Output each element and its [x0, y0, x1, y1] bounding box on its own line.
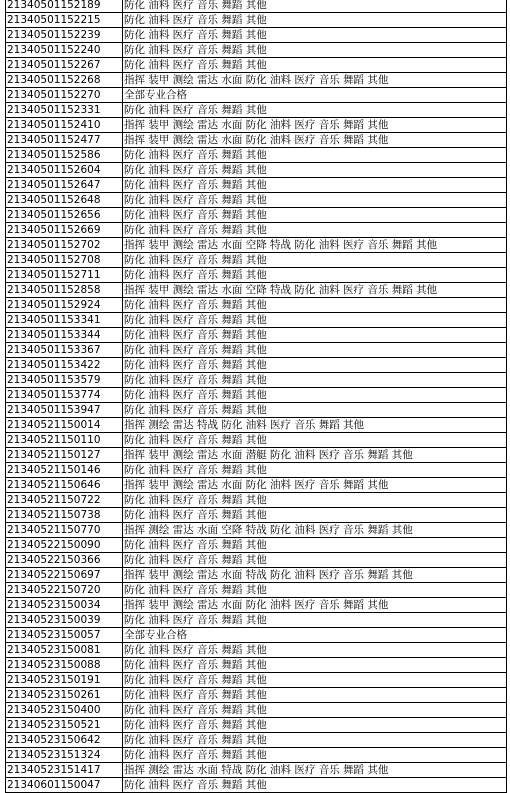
qualified-specialties-cell: 指挥 测绘 雷达 特战 防化 油料 医疗 音乐 舞蹈 其他: [123, 418, 507, 433]
candidate-id-cell: 21340501152648: [6, 193, 123, 208]
qualified-specialties-cell: 防化 油料 医疗 音乐 舞蹈 其他: [123, 778, 507, 793]
table-row: [6, 0, 507, 13]
candidate-id-cell: 21340601150047: [6, 778, 123, 793]
qualified-specialties-cell: 指挥 装甲 测绘 雷达 水面 空降 特战 防化 油料 医疗 音乐 舞蹈 其他: [123, 238, 507, 253]
table-row: [6, 88, 507, 103]
table-row: [6, 538, 507, 553]
qualified-specialties-cell: 指挥 装甲 测绘 雷达 水面 空降 特战 防化 油料 医疗 音乐 舞蹈 其他: [123, 283, 507, 298]
qualified-specialties-cell: 防化 油料 医疗 音乐 舞蹈 其他: [123, 553, 507, 568]
qualified-specialties-cell: 指挥 装甲 测绘 雷达 水面 特战 防化 油料 医疗 音乐 舞蹈 其他: [123, 568, 507, 583]
table-row: [6, 628, 507, 643]
candidate-id-cell: 21340501152708: [6, 253, 123, 268]
qualified-specialties-cell: 指挥 装甲 测绘 雷达 水面 防化 油料 医疗 音乐 舞蹈 其他: [123, 118, 507, 133]
qualified-specialties-cell: 防化 油料 医疗 音乐 舞蹈 其他: [123, 223, 507, 238]
table-row: [6, 643, 507, 658]
candidate-id-cell: 21340501153344: [6, 328, 123, 343]
table-row: [6, 658, 507, 673]
candidate-id-cell: 21340501153422: [6, 358, 123, 373]
candidate-id-cell: 21340521150110: [6, 433, 123, 448]
qualified-specialties-cell: 防化 油料 医疗 音乐 舞蹈 其他: [123, 43, 507, 58]
table-row: [6, 28, 507, 43]
table-row: [6, 568, 507, 583]
qualified-specialties-cell: 防化 油料 医疗 音乐 舞蹈 其他: [123, 28, 507, 43]
qualified-specialties-cell: 防化 油料 医疗 音乐 舞蹈 其他: [123, 583, 507, 598]
candidate-id-cell: 21340501153367: [6, 343, 123, 358]
qualified-specialties-cell: 防化 油料 医疗 音乐 舞蹈 其他: [123, 343, 507, 358]
qualified-specialties-cell: 防化 油料 医疗 音乐 舞蹈 其他: [123, 718, 507, 733]
qualified-specialties-cell: 防化 油料 医疗 音乐 舞蹈 其他: [123, 388, 507, 403]
table-row: [6, 298, 507, 313]
candidate-id-cell: 21340523150521: [6, 718, 123, 733]
table-row: [6, 43, 507, 58]
table-row: [6, 163, 507, 178]
qualified-specialties-cell: 指挥 装甲 测绘 雷达 水面 潜艇 防化 油料 医疗 音乐 舞蹈 其他: [123, 448, 507, 463]
qualified-specialties-cell: 防化 油料 医疗 音乐 舞蹈 其他: [123, 703, 507, 718]
table-row: [6, 748, 507, 763]
table-row: [6, 403, 507, 418]
qualified-specialties-cell: 防化 油料 医疗 音乐 舞蹈 其他: [123, 403, 507, 418]
qualified-specialties-cell: 防化 油料 医疗 音乐 舞蹈 其他: [123, 58, 507, 73]
table-row: [6, 208, 507, 223]
table-row: [6, 523, 507, 538]
qualified-specialties-cell: 防化 油料 医疗 音乐 舞蹈 其他: [123, 328, 507, 343]
candidate-id-cell: 21340501153341: [6, 313, 123, 328]
table-row: [6, 118, 507, 133]
qualified-specialties-cell: 防化 油料 医疗 音乐 舞蹈 其他: [123, 493, 507, 508]
table-row: [6, 388, 507, 403]
table-row: [6, 373, 507, 388]
candidate-id-cell: 21340501152604: [6, 163, 123, 178]
candidate-id-cell: 21340521150127: [6, 448, 123, 463]
table-row: [6, 328, 507, 343]
table-row: [6, 103, 507, 118]
qualified-specialties-cell: 防化 油料 医疗 音乐 舞蹈 其他: [123, 358, 507, 373]
qualified-specialties-cell: 防化 油料 医疗 音乐 舞蹈 其他: [123, 13, 507, 28]
table-row: [6, 343, 507, 358]
candidate-id-cell: 21340523151324: [6, 748, 123, 763]
table-row: [6, 673, 507, 688]
results-table-body: [6, 0, 507, 793]
table-row: [6, 508, 507, 523]
candidate-id-cell: 21340523150057: [6, 628, 123, 643]
qualified-specialties-cell: 防化 油料 医疗 音乐 舞蹈 其他: [123, 298, 507, 313]
qualified-specialties-cell: 指挥 测绘 雷达 水面 特战 防化 油料 医疗 音乐 舞蹈 其他: [123, 763, 507, 778]
qualified-specialties-cell: 防化 油料 医疗 音乐 舞蹈 其他: [123, 103, 507, 118]
table-row: [6, 358, 507, 373]
table-row: [6, 463, 507, 478]
candidate-id-cell: 21340522150720: [6, 583, 123, 598]
table-row: [6, 283, 507, 298]
table-row: [6, 253, 507, 268]
candidate-id-cell: 21340501152924: [6, 298, 123, 313]
qualified-specialties-cell: 防化 油料 医疗 音乐 舞蹈 其他: [123, 0, 507, 13]
candidate-id-cell: 21340521150146: [6, 463, 123, 478]
candidate-id-cell: 21340501152477: [6, 133, 123, 148]
qualified-specialties-cell: 防化 油料 医疗 音乐 舞蹈 其他: [123, 733, 507, 748]
table-row: [6, 763, 507, 778]
candidate-id-cell: 21340523150088: [6, 658, 123, 673]
table-row: [6, 178, 507, 193]
table-row: [6, 148, 507, 163]
table-row: [6, 778, 507, 793]
table-row: [6, 598, 507, 613]
qualified-specialties-cell: 防化 油料 医疗 音乐 舞蹈 其他: [123, 148, 507, 163]
table-row: [6, 583, 507, 598]
candidate-id-cell: 21340521150722: [6, 493, 123, 508]
candidate-id-cell: 21340523150039: [6, 613, 123, 628]
qualified-specialties-cell: 防化 油料 医疗 音乐 舞蹈 其他: [123, 433, 507, 448]
candidate-id-cell: 21340501152858: [6, 283, 123, 298]
qualified-specialties-cell: 防化 油料 医疗 音乐 舞蹈 其他: [123, 268, 507, 283]
qualified-specialties-cell: 防化 油料 医疗 音乐 舞蹈 其他: [123, 748, 507, 763]
table-row: [6, 313, 507, 328]
qualified-specialties-cell: 全部专业合格: [123, 88, 507, 103]
qualified-specialties-cell: 防化 油料 医疗 音乐 舞蹈 其他: [123, 208, 507, 223]
qualified-specialties-cell: 防化 油料 医疗 音乐 舞蹈 其他: [123, 178, 507, 193]
table-row: [6, 733, 507, 748]
table-row: [6, 193, 507, 208]
candidate-id-cell: 21340501152267: [6, 58, 123, 73]
candidate-id-cell: 21340501152656: [6, 208, 123, 223]
candidate-id-cell: 21340501152270: [6, 88, 123, 103]
qualified-specialties-cell: 指挥 装甲 测绘 雷达 水面 防化 油料 医疗 音乐 舞蹈 其他: [123, 598, 507, 613]
qualified-specialties-cell: 全部专业合格: [123, 628, 507, 643]
results-table: [5, 0, 507, 793]
table-row: [6, 493, 507, 508]
table-row: [6, 13, 507, 28]
candidate-id-cell: 21340523150081: [6, 643, 123, 658]
qualified-specialties-cell: 指挥 装甲 测绘 雷达 水面 防化 油料 医疗 音乐 舞蹈 其他: [123, 133, 507, 148]
table-row: [6, 133, 507, 148]
table-row: [6, 238, 507, 253]
table-row: [6, 268, 507, 283]
qualified-specialties-cell: 防化 油料 医疗 音乐 舞蹈 其他: [123, 373, 507, 388]
table-row: [6, 58, 507, 73]
candidate-id-cell: 21340501152410: [6, 118, 123, 133]
candidate-id-cell: 21340523150642: [6, 733, 123, 748]
qualified-specialties-cell: 指挥 装甲 测绘 雷达 水面 防化 油料 医疗 音乐 舞蹈 其他: [123, 478, 507, 493]
candidate-id-cell: 21340522150366: [6, 553, 123, 568]
table-row: [6, 433, 507, 448]
qualified-specialties-cell: 防化 油料 医疗 音乐 舞蹈 其他: [123, 688, 507, 703]
candidate-id-cell: 21340523150191: [6, 673, 123, 688]
candidate-id-cell: 21340501152239: [6, 28, 123, 43]
qualified-specialties-cell: 防化 油料 医疗 音乐 舞蹈 其他: [123, 673, 507, 688]
candidate-id-cell: 21340501152669: [6, 223, 123, 238]
table-row: [6, 703, 507, 718]
candidate-id-cell: 21340523150034: [6, 598, 123, 613]
candidate-id-cell: 21340523151417: [6, 763, 123, 778]
candidate-id-cell: 21340523150400: [6, 703, 123, 718]
candidate-id-cell: 21340501152702: [6, 238, 123, 253]
candidate-id-cell: 21340522150697: [6, 568, 123, 583]
qualified-specialties-cell: 防化 油料 医疗 音乐 舞蹈 其他: [123, 313, 507, 328]
qualified-specialties-cell: 防化 油料 医疗 音乐 舞蹈 其他: [123, 538, 507, 553]
candidate-id-cell: 21340501153579: [6, 373, 123, 388]
candidate-id-cell: 21340501152189: [6, 0, 123, 13]
candidate-id-cell: 21340501152647: [6, 178, 123, 193]
table-row: [6, 613, 507, 628]
table-row: [6, 718, 507, 733]
candidate-id-cell: 21340521150646: [6, 478, 123, 493]
table-row: [6, 73, 507, 88]
qualified-specialties-cell: 防化 油料 医疗 音乐 舞蹈 其他: [123, 508, 507, 523]
qualified-specialties-cell: 防化 油料 医疗 音乐 舞蹈 其他: [123, 193, 507, 208]
qualified-specialties-cell: 防化 油料 医疗 音乐 舞蹈 其他: [123, 643, 507, 658]
qualified-specialties-cell: 防化 油料 医疗 音乐 舞蹈 其他: [123, 463, 507, 478]
candidate-id-cell: 21340501152331: [6, 103, 123, 118]
candidate-id-cell: 21340521150014: [6, 418, 123, 433]
candidate-id-cell: 21340521150770: [6, 523, 123, 538]
candidate-id-cell: 21340501153947: [6, 403, 123, 418]
qualified-specialties-cell: 防化 油料 医疗 音乐 舞蹈 其他: [123, 253, 507, 268]
candidate-id-cell: 21340521150738: [6, 508, 123, 523]
candidate-id-cell: 21340501152268: [6, 73, 123, 88]
qualified-specialties-cell: 指挥 测绘 雷达 水面 空降 特战 防化 油料 医疗 音乐 舞蹈 其他: [123, 523, 507, 538]
qualified-specialties-cell: 指挥 装甲 测绘 雷达 水面 防化 油料 医疗 音乐 舞蹈 其他: [123, 73, 507, 88]
candidate-id-cell: 21340501152711: [6, 268, 123, 283]
qualified-specialties-cell: 防化 油料 医疗 音乐 舞蹈 其他: [123, 613, 507, 628]
table-row: [6, 553, 507, 568]
candidate-id-cell: 21340501152586: [6, 148, 123, 163]
table-row: [6, 688, 507, 703]
candidate-id-cell: 21340501153774: [6, 388, 123, 403]
candidate-id-cell: 21340501152240: [6, 43, 123, 58]
table-row: [6, 223, 507, 238]
candidate-id-cell: 21340523150261: [6, 688, 123, 703]
candidate-id-cell: 21340501152215: [6, 13, 123, 28]
table-row: [6, 478, 507, 493]
qualified-specialties-cell: 防化 油料 医疗 音乐 舞蹈 其他: [123, 163, 507, 178]
table-row: [6, 418, 507, 433]
table-row: [6, 448, 507, 463]
candidate-id-cell: 21340522150090: [6, 538, 123, 553]
qualified-specialties-cell: 防化 油料 医疗 音乐 舞蹈 其他: [123, 658, 507, 673]
